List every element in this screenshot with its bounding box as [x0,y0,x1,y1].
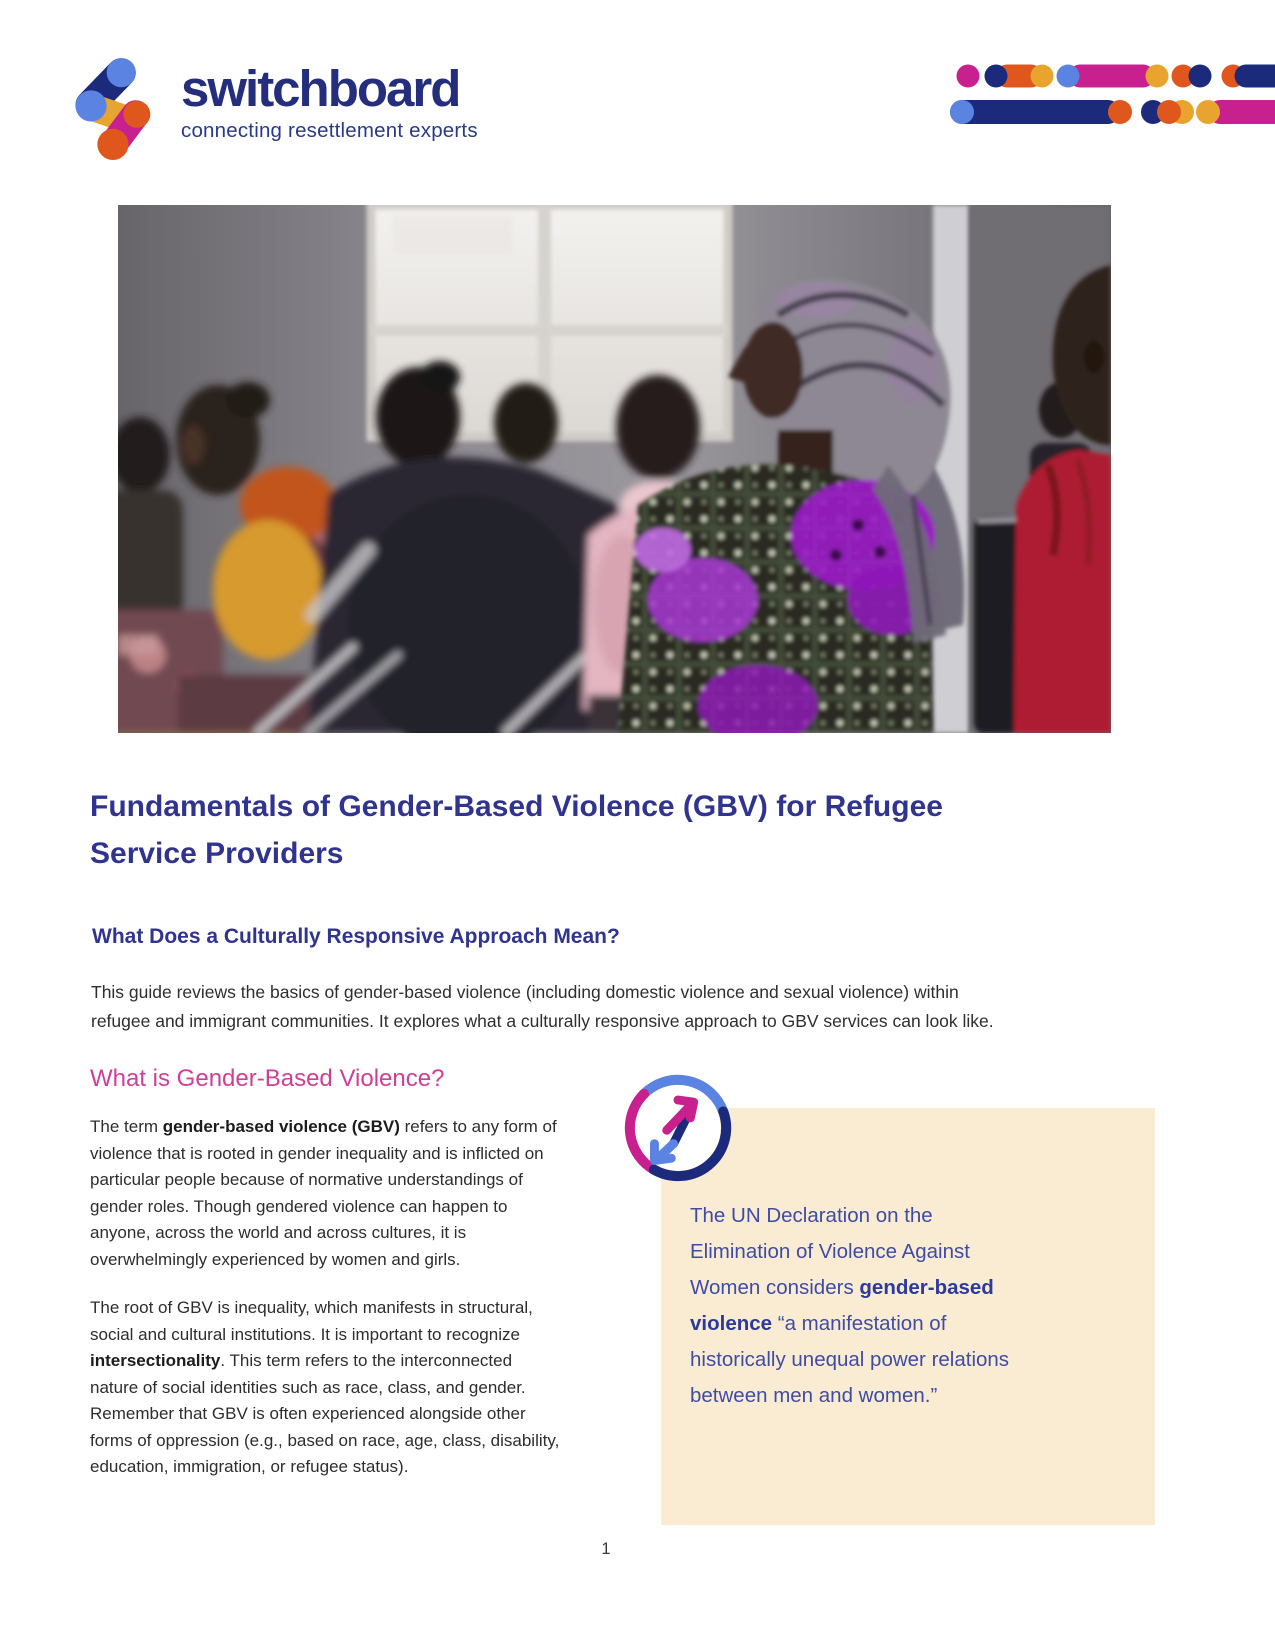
quote-pre: The UN Declaration on the Elimination of Violence Against Women considers [690,1204,970,1299]
brand-tagline: connecting resettlement experts [181,118,478,142]
brand-name: switchboard [181,60,460,117]
paragraph2-bold-term: intersectionality [90,1351,221,1370]
page-title [90,783,1090,877]
quote-callout-box [661,1108,1155,1525]
page-subtitle: What Does a Culturally Responsive Approach Mean? [92,925,620,948]
switchboard-mark-icon [63,56,167,160]
compass-arrow-icon [622,1072,734,1184]
intro-line-1: This guide reviews the basics of gender-based violence (including domestic violence and sexual violence) within [91,982,959,1002]
intro-paragraph [91,978,1181,1036]
body-text-column [90,1114,560,1481]
switchboard-logo [63,56,478,160]
paragraph1-post: refers to any form of violence that is rooted in gender inequality and is inflicted on particular people because of normative understandings of gender roles. Though gendered violence can happen to anyone, across the world and across cultures, it is overwhelmingly experienced by women and girls. [90,1117,557,1269]
paragraph-gbv-root [90,1295,560,1481]
page-title-line-1: Fundamentals of Gender-Based Violence (GBV) for Refugee [90,790,943,823]
paragraph1-pre: The term [90,1117,163,1136]
paragraph-gbv-definition [90,1114,560,1273]
quote-bold-term: gender-based violence [690,1276,994,1335]
paragraph2-pre: The root of GBV is inequality, which manifests in structural, social and cultural institutions. It is important to recognize [90,1298,533,1344]
paragraph2-post: . This term refers to the interconnected nature of social identities such as race, class, and gender. Remember that GBV is often experienced alongside other forms of oppression (e.g., based on race, age, class, disability, education, immigration, or refugee status). [90,1351,560,1476]
paragraph1-bold-term: gender-based violence (GBV) [162,1117,400,1136]
quote-post: “a manifestation of historically unequal power relations between men and women.” [690,1312,1010,1407]
audience-photo [118,205,1111,733]
confetti-dots-banner [945,58,1275,130]
intro-line-2: refugee and immigrant communities. It explores what a culturally responsive approach to GBV services can look like. [91,1011,994,1031]
page-number: 1 [601,1540,611,1558]
page-title-line-2: Service Providers [90,837,344,870]
quote-text [690,1198,1025,1414]
section-heading: What is Gender-Based Violence? [90,1065,445,1092]
logo-text [181,62,478,143]
